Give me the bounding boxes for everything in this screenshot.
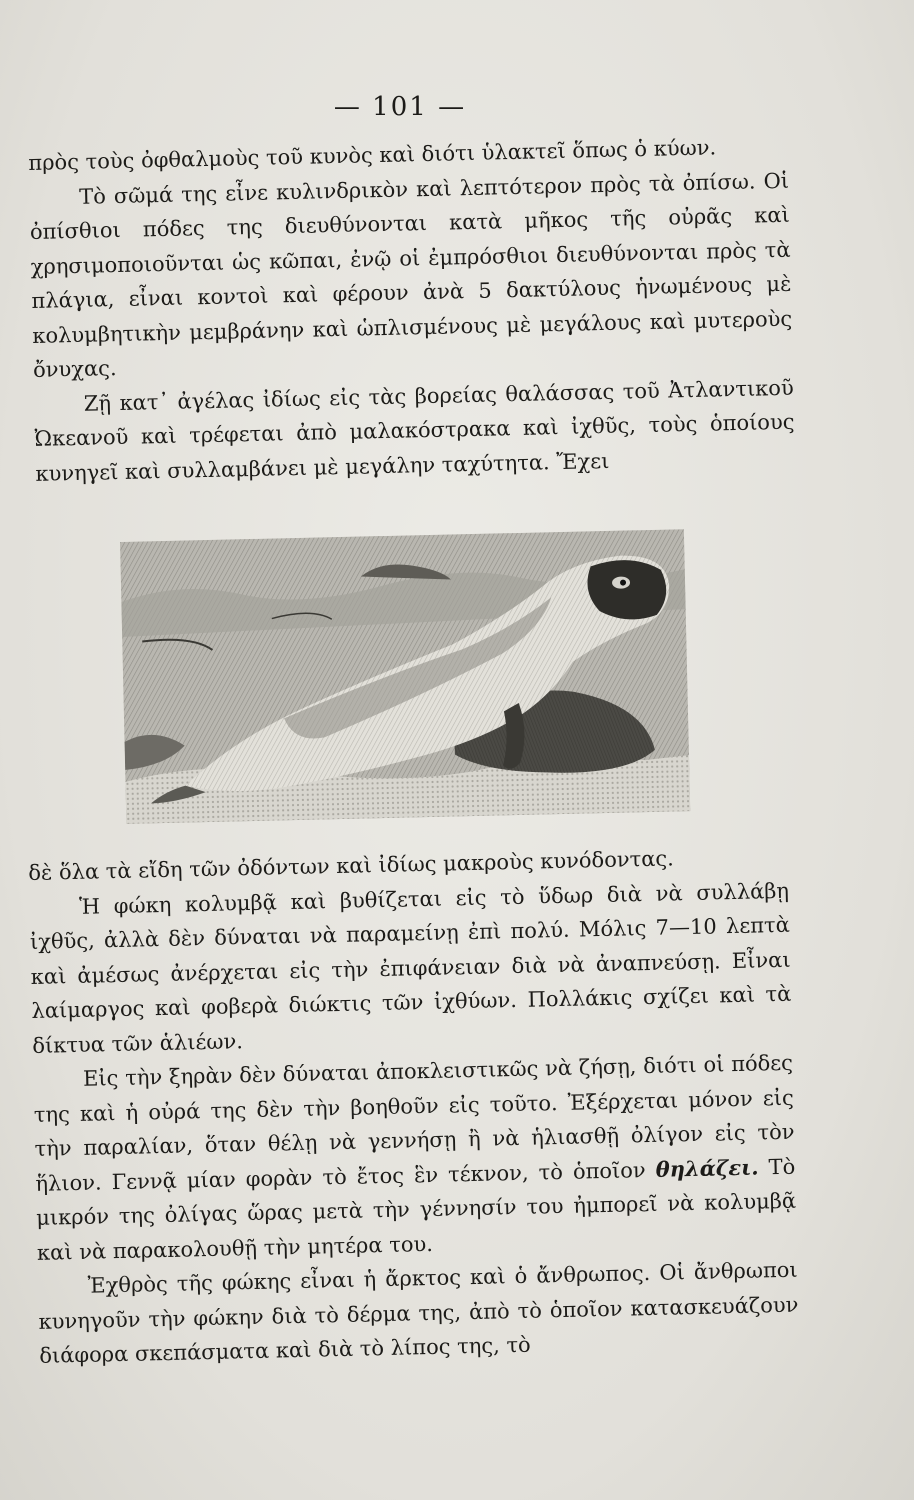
paragraph-text: Εἰς τὴν ξηρὰν δὲν δύναται ἀποκλειστικῶς νὰ ζήσῃ, διότι οἱ πόδες της καὶ ἡ οὐρά της δὲν τὴν βοηθοῦν εἰς τοῦτο. Ἐξέρχεται μόνον εἰς τὴν παραλίαν, ὅταν θέλῃ νὰ γεννήσῃ ἢ νὰ ἡλιασθῇ ὀλίγον εἰς τὸν ἥλιον. Γεννᾷ μίαν φορὰν τὸ ἔτος ἓν τέκνον, τὸ ὁποῖον xyxy=(33,1050,795,1196)
text-block-bottom xyxy=(28,839,800,1374)
paragraph: δὲ ὅλα τὰ εἴδη τῶν ὀδόντων καὶ ἰδίως μακροὺς κυνόδοντας. xyxy=(28,846,675,885)
bold-word: θηλάζει. xyxy=(655,1154,759,1182)
paragraph: Ἐχθρὸς τῆς φώκης εἶναι ἡ ἄρκτος καὶ ὁ ἄνθρωπος. Οἱ ἄνθρωποι κυνηγοῦν τὴν φώκην διὰ τὸ δέρμα της, ἀπὸ τὸ ὁποῖον κατασκευάζουν διάφορα σκεπάσματα καὶ διὰ τὸ λίπος της, τὸ xyxy=(38,1257,799,1368)
page-number: — 101 — xyxy=(333,92,467,122)
paragraph xyxy=(33,1046,798,1270)
paragraph-text: Τὸ μικρόν της ὀλίγας ὥρας μετὰ τὴν γέννησίν του ἠμπορεῖ νὰ κολυμβᾷ καὶ νὰ παρακολουθῇ τὴν μητέρα του. xyxy=(35,1154,797,1265)
paragraph: πρὸς τοὺς ὀφθαλμοὺς τοῦ κυνὸς καὶ διότι ὑλακτεῖ ὅπως ὁ κύων. xyxy=(28,135,717,175)
seal-engraving-image xyxy=(120,529,690,824)
paragraph: Ζῇ κατ᾿ ἀγέλας ἰδίως εἰς τὰς βορείας θαλάσσας τοῦ Ἀτλαντικοῦ Ὠκεανοῦ καὶ τρέφεται ἀπὸ μαλακόστρακα καὶ ἰχθῦς, τοὺς ὁποίους κυνηγεῖ καὶ συλλαμβάνει μὲ μεγάλην ταχύτητα. Ἔχει xyxy=(34,375,795,486)
paragraph: Τὸ σῶμά της εἶνε κυλινδρικὸν καὶ λεπτότερον πρὸς τὰ ὀπίσω. Οἱ ὀπίσθιοι πόδες της διευθύνονται κατὰ μῆκος τῆς οὐρᾶς καὶ χρησιμοποιοῦνται ὡς κῶπαι, ἐνῷ οἱ ἐμπρόσθιοι διευθύνονται πρὸς τὰ πλάγια, εἶναι κοντοὶ καὶ φέρουν ἀνὰ 5 δακτύλους ἡνωμένους μὲ κολυμβητικὴν μεμβράνην καὶ ὡπλισμένους μὲ μεγάλους καὶ μυτεροὺς ὄνυχας. xyxy=(29,168,793,382)
paragraph: Ἡ φώκη κολυμβᾷ καὶ βυθίζεται εἰς τὸ ὕδωρ διὰ νὰ συλλάβῃ ἰχθῦς, ἀλλὰ δὲν δύναται νὰ παραμείνῃ ἐπὶ πολύ. Μόλις 7—10 λεπτὰ καὶ ἀμέσως ἀνέρχεται εἰς τὴν ἐπιφάνειαν διὰ νὰ ἀναπνεύσῃ. Εἶναι λαίμαργος καὶ φοβερὰ διώκτις τῶν ἰχθύων. Πολλάκις σχίζει καὶ τὰ δίκτυα τῶν ἁλιέων. xyxy=(29,878,792,1058)
text-block-top xyxy=(28,129,796,491)
seal-illustration xyxy=(120,529,690,824)
